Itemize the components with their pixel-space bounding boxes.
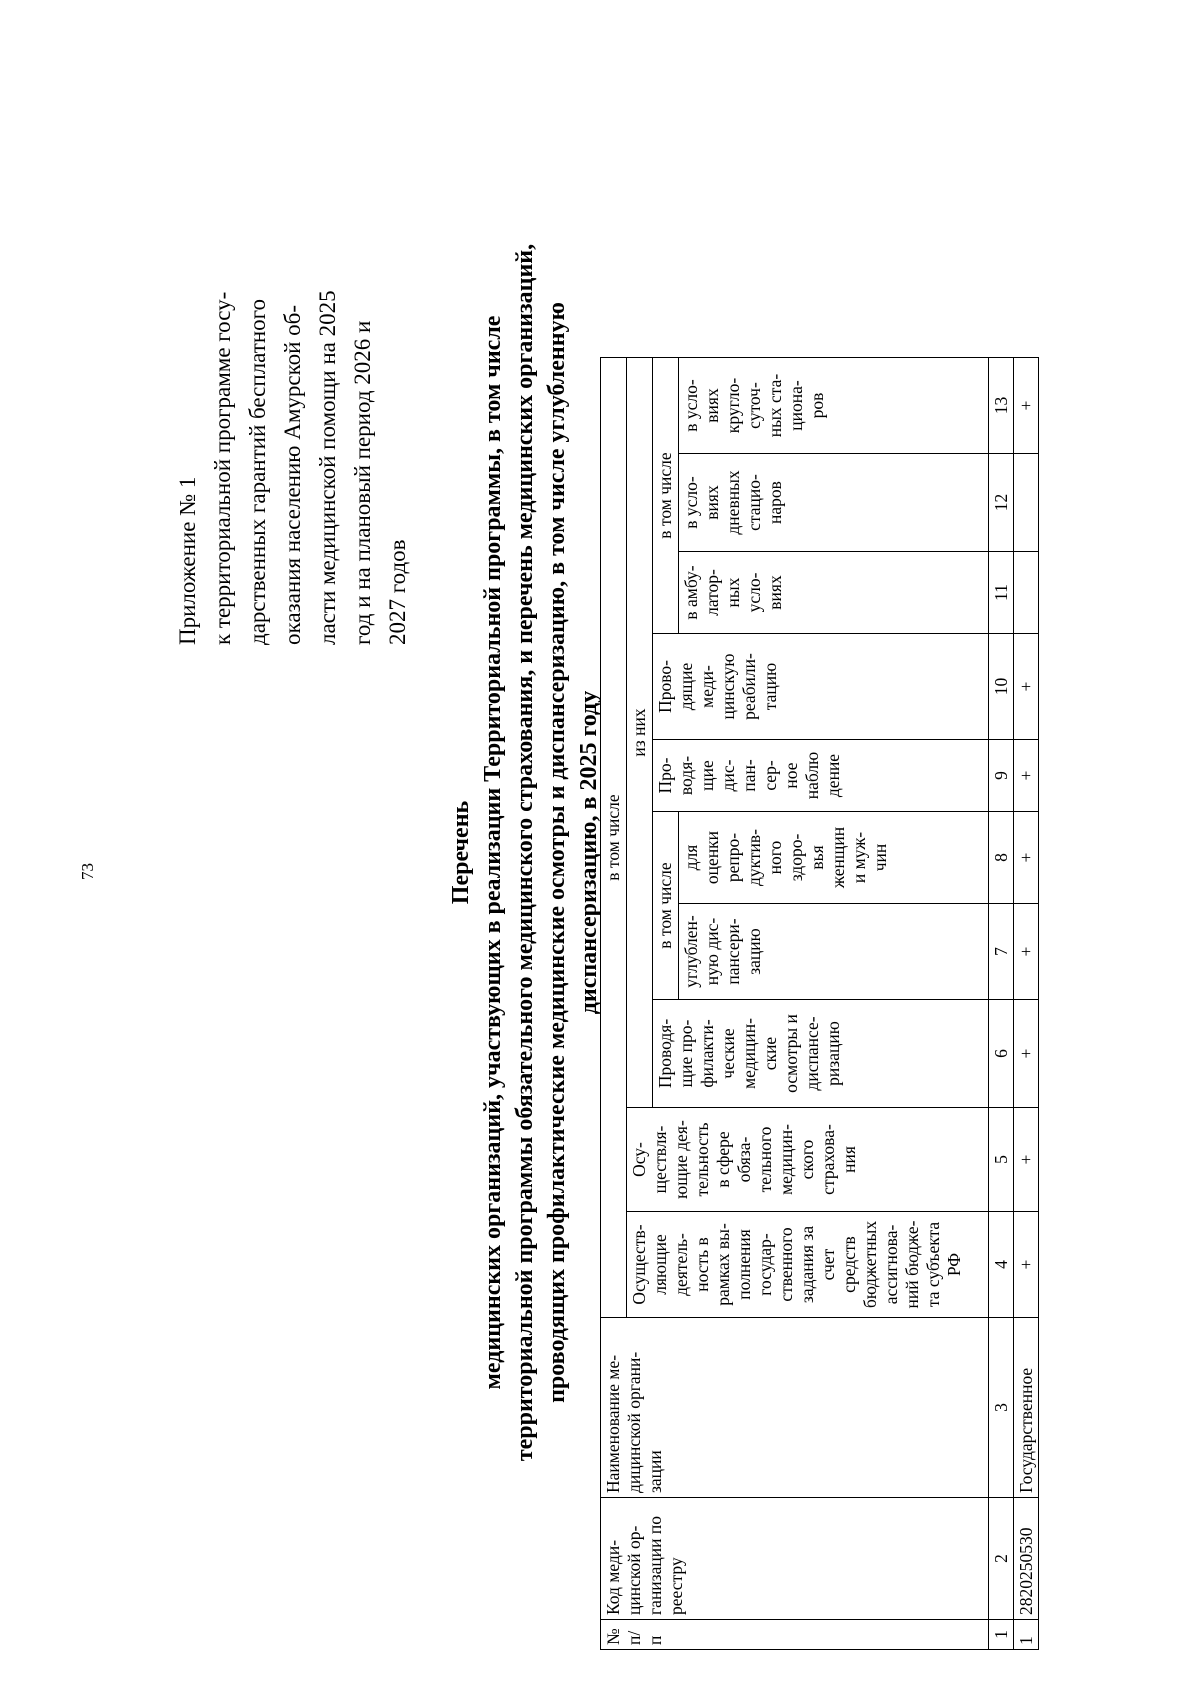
column-number: 4 — [989, 1212, 1014, 1318]
title-line: медицинских организаций, участвующих в реализации Территориальной программы, в том числе — [480, 315, 506, 1390]
column-number: 8 — [989, 812, 1014, 904]
header-amb: в амбу- латор- ных усло- виях — [679, 552, 989, 634]
appendix-line: к территориальной программе госу- — [210, 291, 235, 645]
cell-prof: + — [1014, 1000, 1039, 1108]
appendix-line: год и на плановый период 2026 и — [350, 320, 375, 645]
header-code: Код меди- цинской ор- ганизации по реестру — [601, 1498, 989, 1620]
cell-oms: + — [1014, 1108, 1039, 1212]
header-incl3: в том числе — [653, 358, 679, 634]
header-budget: Осуществ- ляющие деятель- ность в рамках вы- полнения государ- ственного задания за счет средств бюджетных ассигнова- ний бюдже- та субъекта РФ — [627, 1212, 989, 1318]
title-line: Перечень — [448, 800, 474, 905]
column-number: 6 — [989, 1000, 1014, 1108]
column-number: 13 — [989, 358, 1014, 454]
header-incl: в том числе — [601, 358, 627, 1318]
organizations-table — [600, 357, 1039, 1650]
header-name: Наименование ме- дицинской органи- зации — [601, 1318, 989, 1498]
appendix-line: ласти медицинской помощи на 2025 — [315, 290, 340, 645]
header-oms: Осу- ществля- ющие дея- тельность в сфере обяза- тельного медицин- ского страхова- ния — [627, 1108, 989, 1212]
column-number: 1 — [989, 1620, 1014, 1650]
cell-repro: + — [1014, 812, 1039, 904]
cell-day — [1014, 454, 1039, 552]
column-number: 2 — [989, 1498, 1014, 1620]
column-number: 7 — [989, 904, 1014, 1000]
table-row — [1014, 358, 1039, 1650]
cell-deep: + — [1014, 904, 1039, 1000]
page-number: 73 — [78, 863, 97, 880]
cell-budget: + — [1014, 1212, 1039, 1318]
header-num: № п/п — [601, 1620, 989, 1650]
header-day: в усло- виях дневных стацио- наров — [679, 454, 989, 552]
header-round: в усло- виях кругло- суточ- ных ста- циона- ров — [679, 358, 989, 454]
cell-rehab: + — [1014, 634, 1039, 740]
header-incl2: в том числе — [653, 812, 679, 1000]
document-title — [445, 40, 605, 1665]
appendix-line: дарственных гарантий бесплатного — [245, 298, 270, 645]
header-prof: Проводя- щие про- филакти- ческие медицин- ские осмотры и диспансе- ризацию — [653, 1000, 989, 1108]
column-number: 12 — [989, 454, 1014, 552]
header-disp: Про- водя- щие дис- пан- сер- ное наблю дение — [653, 740, 989, 812]
cell-round: + — [1014, 358, 1039, 454]
header-repro: для оценки репро- дуктив- ного здоро- вья женщин и муж- чин — [679, 812, 989, 904]
cell-disp: + — [1014, 740, 1039, 812]
column-number: 10 — [989, 634, 1014, 740]
title-line: территориальной программы обязательного медицинского страхования, и перечень медицинских организаций, — [512, 243, 538, 1462]
appendix-line: оказания населению Амурской об- — [280, 304, 305, 645]
cell-amb — [1014, 552, 1039, 634]
cell-code: 2820250530 — [1014, 1498, 1039, 1620]
header-rehab: Прово- дящие меди- цинскую реабили- тацию — [653, 634, 989, 740]
title-line: диспансеризацию, в 2025 году — [576, 690, 602, 1015]
column-numbers-row — [989, 358, 1014, 1650]
column-number: 9 — [989, 740, 1014, 812]
title-line: проводящих профилактические медицинские осмотры и диспансеризацию, в том числе углубленную — [544, 302, 570, 1403]
header-deep: углублен- ную дис- пансери- зацию — [679, 904, 989, 1000]
column-number: 11 — [989, 552, 1014, 634]
appendix-line: 2027 годов — [385, 539, 410, 645]
header-of-them: из них — [627, 358, 653, 1108]
column-number: 5 — [989, 1108, 1014, 1212]
column-number: 3 — [989, 1318, 1014, 1498]
cell-name: Государственное — [1014, 1318, 1039, 1498]
appendix-line: Приложение № 1 — [175, 476, 200, 645]
appendix-note — [170, 65, 415, 645]
cell-num: 1 — [1014, 1620, 1039, 1650]
